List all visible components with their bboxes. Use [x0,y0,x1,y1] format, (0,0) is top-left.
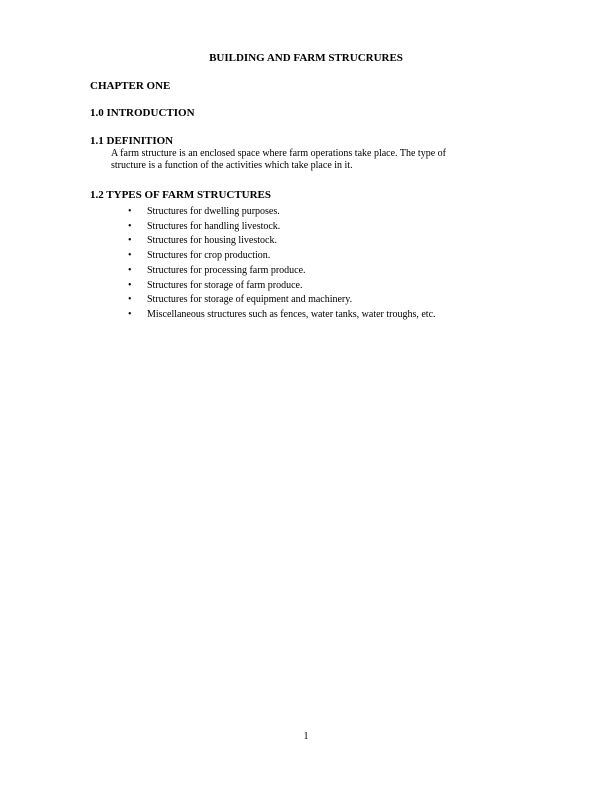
list-item [128,249,436,264]
section-types-heading: 1.2 TYPES OF FARM STRUCTURES [90,189,272,201]
chapter-heading: CHAPTER ONE [90,80,171,92]
list-item-text: Structures for crop production. [147,250,271,262]
list-item-text: Structures for storage of farm produce. [147,279,303,291]
definition-line: A farm structure is an enclosed space where farm operations take place. The type of [111,148,446,159]
list-item-text: Structures for processing farm produce. [147,264,306,276]
farm-structure-types-list [128,205,436,323]
bullet-icon: • [128,264,132,276]
list-item [128,264,436,279]
bullet-icon: • [128,220,132,232]
list-item [128,205,436,220]
list-item-text: Structures for storage of equipment and machinery. [147,294,353,306]
list-item [128,234,436,249]
definition-line: structure is a function of the activities which take place in it. [111,160,353,171]
bullet-icon: • [128,279,132,291]
bullet-icon: • [128,250,132,262]
list-item-text: Miscellaneous structures such as fences, water tanks, water troughs, etc. [147,308,436,320]
section-introduction-heading: 1.0 INTRODUCTION [90,107,195,119]
list-item [128,308,436,323]
bullet-icon: • [128,235,132,247]
list-item-text: Structures for dwelling purposes. [147,206,280,217]
bullet-icon: • [128,206,132,217]
definition-paragraph [111,148,531,172]
list-item-text: Structures for housing livestock. [147,235,277,247]
page-number: 1 [303,731,309,742]
list-item [128,279,436,294]
list-item [128,220,436,235]
document-title: BUILDING AND FARM STRUCRURES [209,52,403,64]
list-item-text: Structures for handling livestock. [147,220,281,232]
section-definition-heading: 1.1 DEFINITION [90,135,174,147]
bullet-icon: • [128,294,132,306]
bullet-icon: • [128,308,132,320]
list-item [128,293,436,308]
